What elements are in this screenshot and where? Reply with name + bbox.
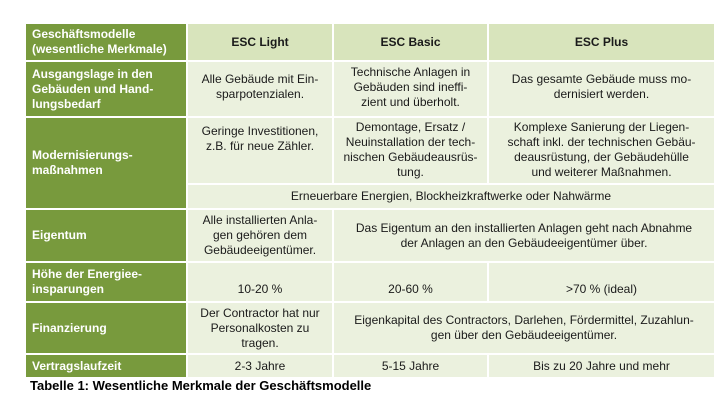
cell-modernisierung-shared: Erneuerbare Energien, Blockheizkraftwerke oder Nahwärme	[187, 184, 715, 209]
cell-finanzierung-light: Der Contractor hat nur Personalkosten zu tragen.	[187, 302, 333, 354]
column-header-esc-basic: ESC Basic	[333, 23, 488, 61]
cell-modernisierung-basic: Demontage, Ersatz / Neuinstallation der tech- nischen Gebäudeausrüs- tung.	[333, 117, 488, 184]
cell-energie-plus: >70 % (ideal)	[488, 262, 715, 302]
cell-laufzeit-basic: 5-15 Jahre	[333, 354, 488, 378]
cell-modernisierung-plus: Komplexe Sanierung der Liegen- schaft inkl. der technischen Gebäu- deausrüstung, der Gebäudehülle und weiterer Maßnahmen.	[488, 117, 715, 184]
row-label-ausgangslage: Ausgangslage in den Gebäuden und Hand- lungsbedarf	[25, 61, 187, 117]
cell-eigentum-basic-plus: Das Eigentum an den installierten Anlagen geht nach Abnahme der Anlagen an den Gebäudeeigentümer über.	[333, 209, 715, 262]
cell-finanzierung-basic-plus: Eigenkapital des Contractors, Darlehen, Fördermittel, Zuzahlun- gen über den Gebäudeeigentümer.	[333, 302, 715, 354]
column-header-esc-plus: ESC Plus	[488, 23, 715, 61]
cell-energie-light: 10-20 %	[187, 262, 333, 302]
row-label-modernisierung: Modernisierungs- maßnahmen	[25, 117, 187, 209]
row-finanzierung	[25, 302, 715, 354]
row-laufzeit	[25, 354, 715, 378]
cell-eigentum-light: Alle installierten Anla- gen gehören dem Gebäudeeigentümer.	[187, 209, 333, 262]
cell-ausgangslage-light: Alle Gebäude mit Ein- sparpotenzialen.	[187, 61, 333, 117]
cell-ausgangslage-plus: Das gesamte Gebäude muss mo- dernisiert werden.	[488, 61, 715, 117]
row-ausgangslage	[25, 61, 715, 117]
cell-ausgangslage-basic: Technische Anlagen in Gebäuden sind ineffi- zient und überholt.	[333, 61, 488, 117]
row-energie	[25, 262, 715, 302]
row-modernisierung	[25, 117, 715, 184]
row-eigentum	[25, 209, 715, 262]
column-header-esc-light: ESC Light	[187, 23, 333, 61]
business-models-table	[24, 22, 716, 379]
table-header-row	[25, 23, 715, 61]
table-container	[24, 22, 714, 379]
row-label-finanzierung: Finanzierung	[25, 302, 187, 354]
table-caption: Tabelle 1: Wesentliche Merkmale der Geschäftsmodelle	[30, 378, 372, 393]
cell-laufzeit-light: 2-3 Jahre	[187, 354, 333, 378]
cell-laufzeit-plus: Bis zu 20 Jahre und mehr	[488, 354, 715, 378]
corner-header: Geschäftsmodelle (wesentliche Merkmale)	[25, 23, 187, 61]
row-label-energie: Höhe der Energiee- insparungen	[25, 262, 187, 302]
row-label-laufzeit: Vertragslaufzeit	[25, 354, 187, 378]
row-label-eigentum: Eigentum	[25, 209, 187, 262]
cell-modernisierung-light: Geringe Investitionen, z.B. für neue Zähler.	[187, 117, 333, 184]
cell-energie-basic: 20-60 %	[333, 262, 488, 302]
